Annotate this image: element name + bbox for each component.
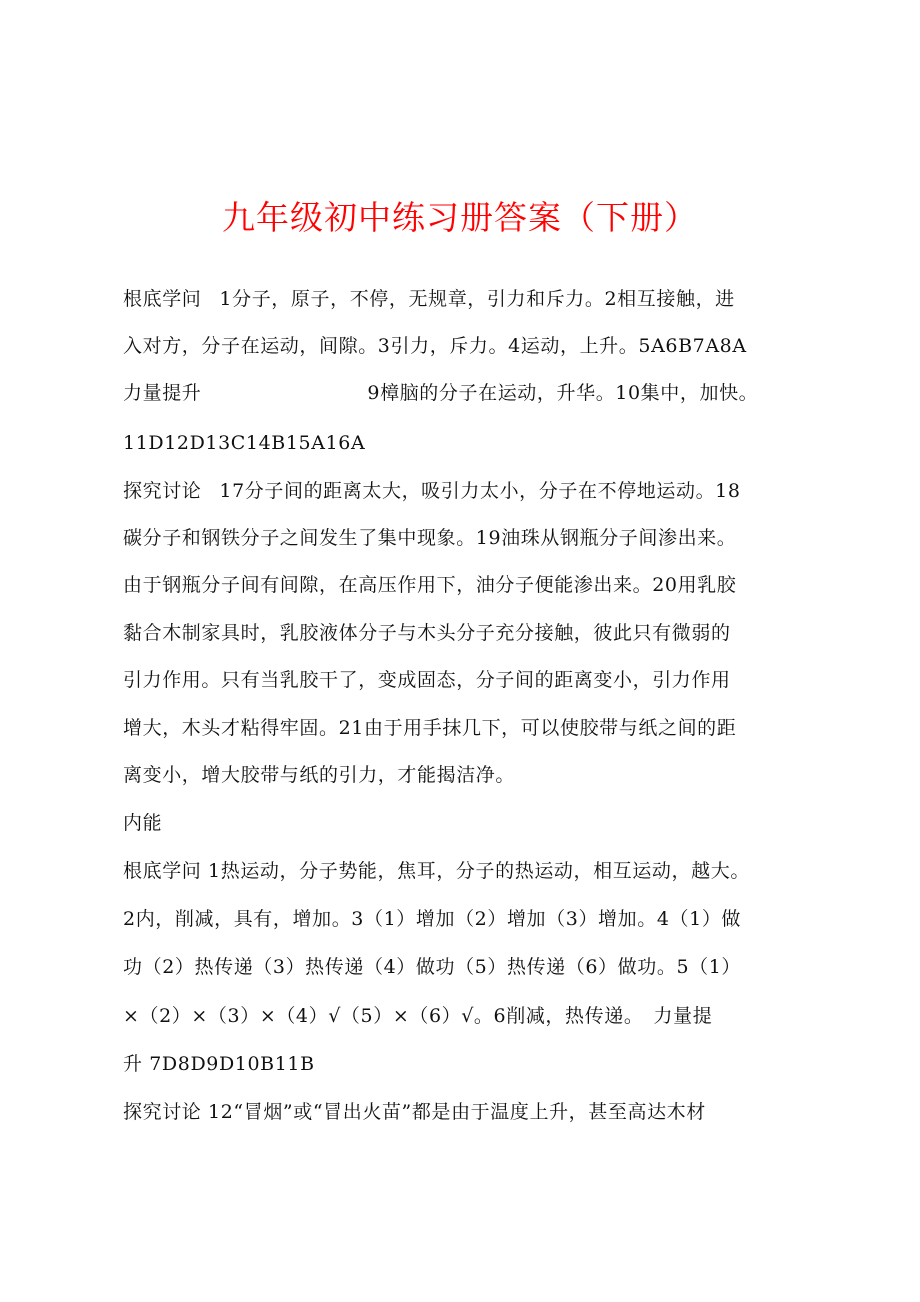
- paragraph-line: 探究讨论 12“冒烟”或“冒出火苗”都是由于温度上升，甚至高达木材: [123, 1101, 706, 1123]
- paragraph-line: 功（2）热传递（3）热传递（4）做功（5）热传递（6）做功。5（1）: [123, 956, 742, 978]
- paragraph-line: 引力作用。只有当乳胶干了，变成固态，分子间的距离变小，引力作用: [123, 669, 731, 691]
- section-label: 根底学问: [123, 288, 202, 310]
- paragraph-line: 入对方，分子在运动，间隙。3引力，斥力。4运动，上升。5A6B7A8A: [123, 335, 747, 357]
- paragraph-line: 离变小，增大胶带与纸的引力，才能揭洁净。: [123, 764, 516, 786]
- paragraph-line: 增大，木头才粘得牢固。21由于用手抹几下，可以使胶带与纸之间的距: [123, 717, 737, 739]
- paragraph-line: 根底学问 1分子，原子，不停，无规章，引力和斥力。2相互接触，进: [123, 288, 735, 310]
- paragraph-line: ×（2）×（3）×（4）√（5）×（6）√。6削减，热传递。 力量提: [123, 1005, 713, 1027]
- paragraph-line: 2内，削减，具有，增加。3（1）增加（2）增加（3）增加。4（1）做: [123, 908, 742, 930]
- section-label: 探究讨论: [123, 480, 202, 502]
- paragraph-line: 升 7D8D9D10B11B: [123, 1053, 315, 1075]
- paragraph-line: 11D12D13C14B15A16A: [123, 432, 366, 454]
- section-heading: 内能: [123, 812, 163, 834]
- paragraph-line: 黏合木制家具时，乳胶液体分子与木头分子充分接触，彼此只有微弱的: [123, 622, 731, 644]
- section-label: 力量提升: [123, 382, 202, 404]
- paragraph-line: 力量提升 9樟脑的分子在运动，升华。10集中，加快。: [123, 382, 759, 404]
- paragraph-line: 根底学问 1热运动，分子势能，焦耳，分子的热运动，相互运动，越大。: [123, 860, 750, 882]
- paragraph-line: 探究讨论 17分子间的距离太大，吸引力太小，分子在不停地运动。18: [123, 480, 741, 502]
- document-title: 九年级初中练习册答案（下册）: [222, 198, 698, 237]
- paragraph-line: 由于钢瓶分子间有间隙，在高压作用下，油分子便能渗出来。20用乳胶: [123, 574, 737, 596]
- paragraph-line: 碳分子和钢铁分子之间发生了集中现象。19油珠从钢瓶分子间渗出来。: [123, 527, 737, 549]
